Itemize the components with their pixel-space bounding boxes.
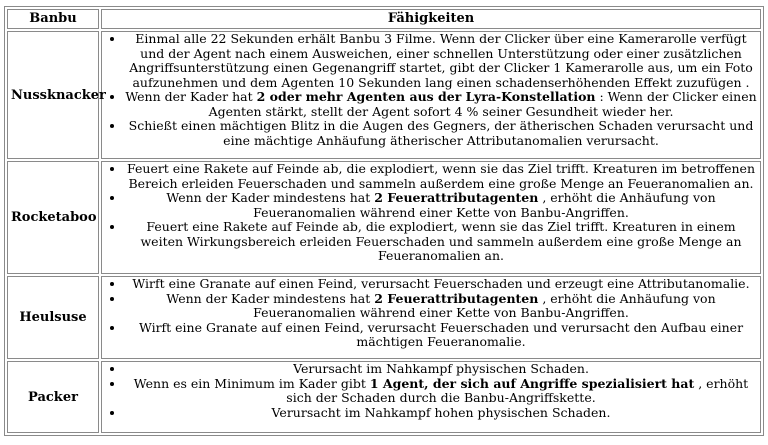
ability-text: Wenn der Kader mindestens hat bbox=[166, 190, 375, 205]
ability-text: Verursacht im Nahkampf physischen Schaden. bbox=[293, 361, 589, 376]
ability-item bbox=[125, 90, 757, 119]
table-row bbox=[7, 361, 761, 433]
ability-list bbox=[105, 32, 757, 148]
ability-text-end: , erhöht die Anhäufung von Feueranomalien während einer Kette von Banbu-Angriffen. bbox=[253, 190, 716, 220]
ability-item bbox=[125, 292, 757, 321]
ability-item bbox=[125, 406, 757, 421]
ability-text: Feuert eine Rakete auf Feinde ab, die explodiert, wenn sie das Ziel trifft. Kreaturen im betroffenen Bereich erleiden Feuerschaden und sammeln außerdem eine große Menge an Feueranomalien an. bbox=[127, 161, 755, 191]
banbu-name: Rocketaboo bbox=[7, 161, 99, 274]
banbu-name: Heulsuse bbox=[7, 276, 99, 359]
ability-item bbox=[125, 162, 757, 191]
abilities-cell bbox=[101, 31, 761, 159]
abilities-cell bbox=[101, 276, 761, 359]
ability-text-end: , erhöht die Anhäufung von Feueranomalien während einer Kette von Banbu-Angriffen. bbox=[253, 290, 716, 320]
ability-list bbox=[105, 362, 757, 420]
ability-text-end: : Wenn der Clicker einen Agenten stärkt, stellt der Agent sofort 4 % seiner Gesundheit wieder her. bbox=[208, 89, 757, 119]
ability-item bbox=[125, 32, 757, 90]
ability-condition: 2 Feuerattributagenten bbox=[374, 290, 539, 306]
banbu-name: Packer bbox=[7, 361, 99, 433]
ability-condition: 2 Feuerattributagenten bbox=[374, 190, 539, 205]
abilities-cell bbox=[101, 161, 761, 274]
ability-condition: 2 oder mehr Agenten aus der Lyra-Konstellation bbox=[256, 89, 596, 104]
banbu-skills-table bbox=[4, 6, 764, 436]
header-banbu: Banbu bbox=[7, 9, 99, 29]
header-faehigkeiten: Fähigkeiten bbox=[101, 9, 761, 29]
ability-text: Verursacht im Nahkampf hohen physischen Schaden. bbox=[271, 404, 611, 420]
abilities-cell bbox=[101, 361, 761, 433]
ability-item bbox=[125, 377, 757, 406]
ability-text: Einmal alle 22 Sekunden erhält Banbu 3 Filme. Wenn der Clicker über eine Kamerarolle verfügt und der Agent nach einem Ausweichen, einer schnellen Unterstützung oder einer zusätzlichen Angriffsunterstützung einen Gegenangriff startet, gibt der Clicker 1 Kamerarolle aus, um ein Foto aufzunehmen und dem Agenten 10 Sekunden lang einen schadenserhöhenden Effekt zuzufügen . bbox=[129, 31, 753, 90]
ability-item bbox=[125, 119, 757, 148]
ability-item bbox=[125, 321, 757, 350]
ability-item bbox=[125, 191, 757, 220]
table-row bbox=[7, 31, 761, 159]
table-row bbox=[7, 276, 761, 359]
table-row bbox=[7, 161, 761, 274]
ability-text: Wenn der Kader hat bbox=[125, 89, 257, 104]
ability-text: Schießt einen mächtigen Blitz in die Augen des Gegners, der ätherischen Schaden verursacht und eine mächtige Anhäufung ätherischer Attributanomalien verursacht. bbox=[128, 118, 754, 148]
ability-item bbox=[125, 277, 757, 292]
ability-text: Wenn der Kader mindestens hat bbox=[166, 290, 375, 306]
ability-condition: 1 Agent, der sich auf Angriffe spezialisiert hat bbox=[369, 375, 695, 391]
header-row bbox=[7, 9, 761, 29]
ability-text: Wenn es ein Minimum im Kader gibt bbox=[133, 375, 370, 391]
ability-list bbox=[105, 162, 757, 264]
ability-list bbox=[105, 277, 757, 350]
ability-text: Feuert eine Rakete auf Feinde ab, die explodiert, wenn sie das Ziel trifft. Kreaturen in einem weiten Wirkungsbereich erleiden Feuerschaden und sammeln außerdem eine große Menge an Feueranomalien an. bbox=[140, 219, 742, 263]
ability-item bbox=[125, 362, 757, 377]
ability-text-end: , erhöht sich der Schaden durch die Banbu-Angriffskette. bbox=[286, 375, 749, 405]
banbu-name: Nussknacker bbox=[7, 31, 99, 159]
ability-text: Wirft eine Granate auf einen Feind, verursacht Feuerschaden und verursacht den Aufbau einer mächtigen Feueranomalie. bbox=[138, 319, 744, 349]
ability-text: Wirft eine Granate auf einen Feind, verursacht Feuerschaden und erzeugt eine Attributanomalie. bbox=[132, 276, 750, 291]
ability-item bbox=[125, 220, 757, 264]
